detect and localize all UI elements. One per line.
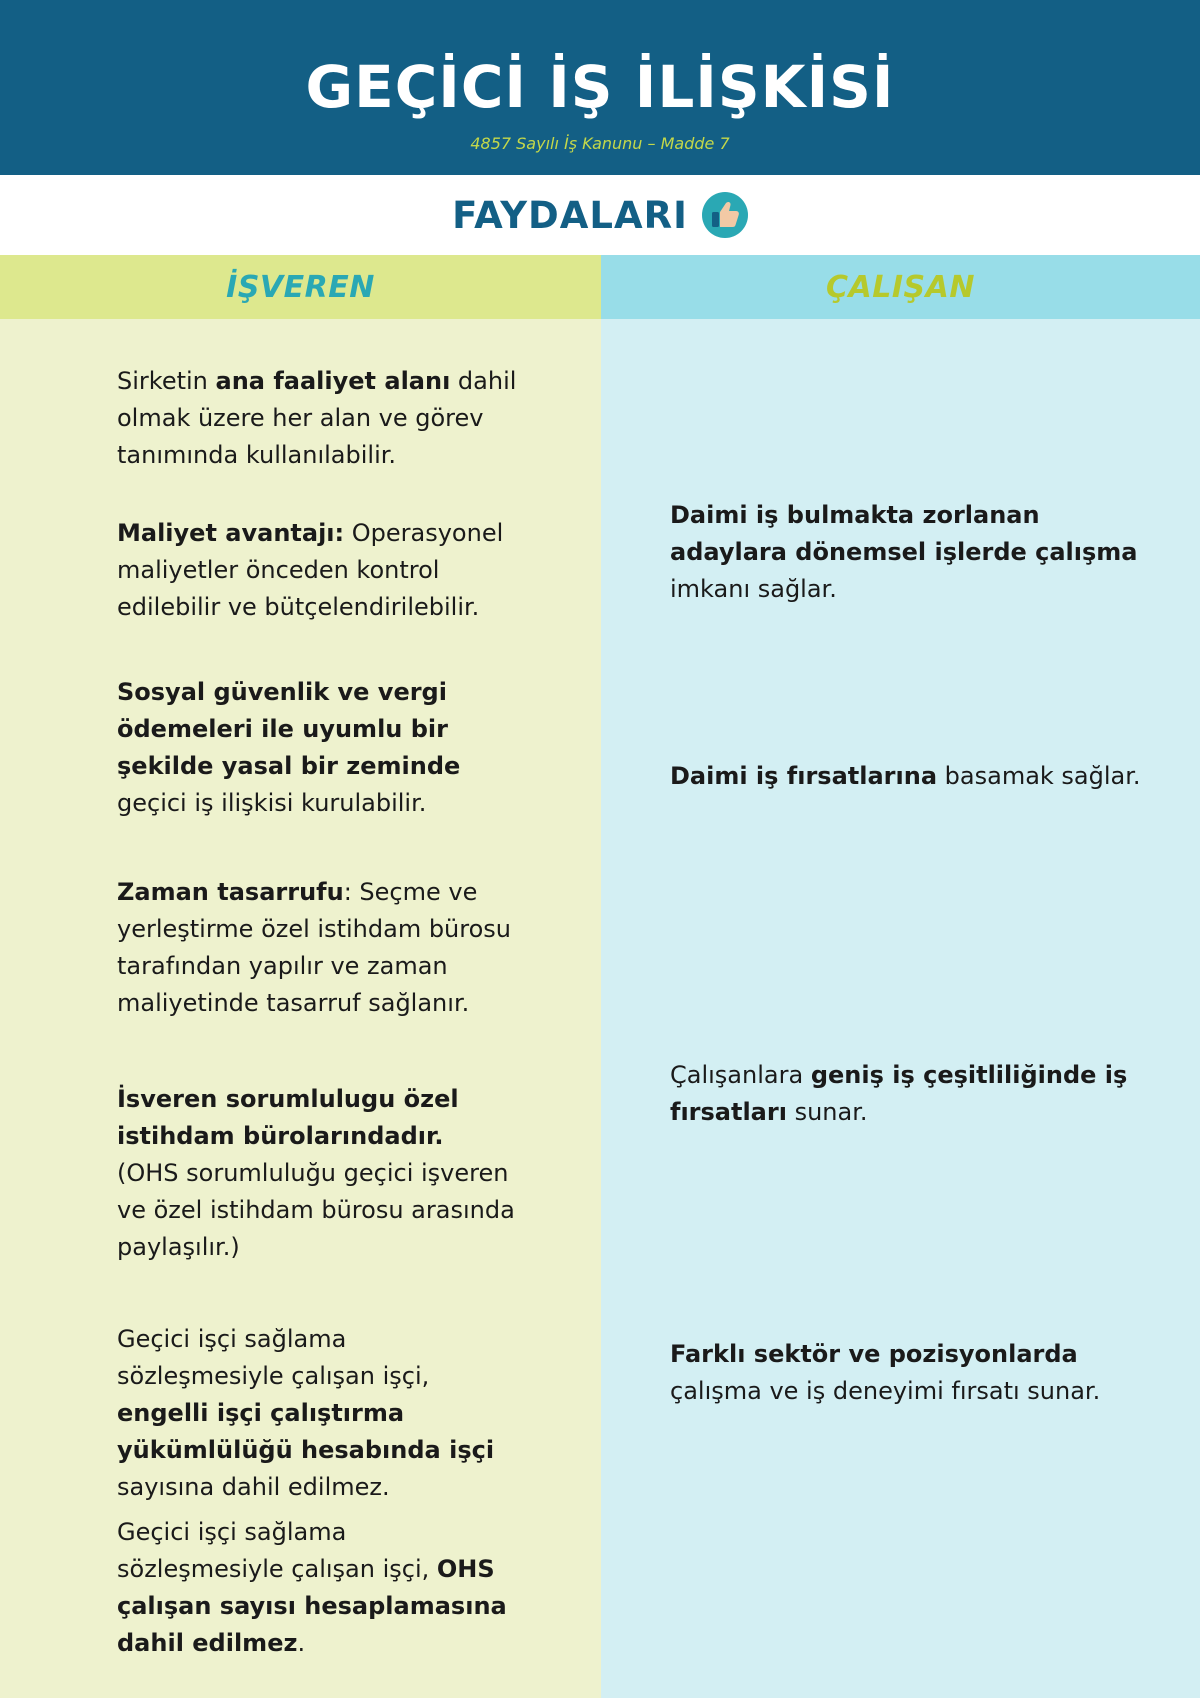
employer-heading: İŞVEREN [0,255,601,319]
employee-benefit: Farklı sektör ve pozisyonlarda çalışma ve iş deneyimi fırsatı sunar. [670,1340,1101,1405]
employer-benefit: Sirketin ana faaliyet alanı dahil olmak üzere her alan ve görev tanımında kullanılabilir. [117,367,517,469]
header-banner [0,0,1200,175]
employer-benefit: İsveren sorumlulugu özel istihdam bürolarındadır. (OHS sorumluluğu geçici işveren ve özel istihdam bürosu arasında paylaşılır.) [117,1085,515,1261]
employer-benefit: Sosyal güvenlik ve vergi ödemeleri ile uyumlu bir şekilde yasal bir zeminde geçici iş ilişkisi kurulabilir. [117,678,461,817]
section-title: FAYDALARI [452,193,688,237]
employer-benefit: Geçici işçi sağlama sözleşmesiyle çalışan işçi, engelli işçi çalıştırma yükümlülüğü hesabında işçi sayısına dahil edilmez. [117,1325,495,1501]
employee-benefit: Daimi iş bulmakta zorlanan adaylara dönemsel işlerde çalışma imkanı sağlar. [670,501,1138,603]
employer-benefit: Geçici işçi sağlama sözleşmesiyle çalışan işçi, OHS çalışan sayısı hesaplamasına dahil edilmez. [117,1518,507,1657]
thumbs-up-icon [702,192,748,238]
employee-heading: ÇALIŞAN [601,255,1200,319]
page-title: GEÇİCİ İŞ İLİŞKİSİ [305,53,895,121]
employee-benefit: Çalışanlara geniş iş çeşitliliğinde iş fırsatları sunar. [670,1061,1128,1126]
employer-benefit: Zaman tasarrufu: Seçme ve yerleştirme özel istihdam bürosu tarafından yapılır ve zaman maliyetinde tasarruf sağlanır. [117,878,512,1017]
section-band [0,175,1200,255]
employer-column [0,255,601,1698]
employer-benefit: Maliyet avantajı: Operasyonel maliyetler önceden kontrol edilebilir ve bütçelendirilebilir. [117,519,504,621]
page-subtitle: 4857 Sayılı İş Kanunu – Madde 7 [470,134,730,153]
employee-benefit: Daimi iş fırsatlarına basamak sağlar. [670,762,1141,790]
employee-column [601,255,1200,1698]
